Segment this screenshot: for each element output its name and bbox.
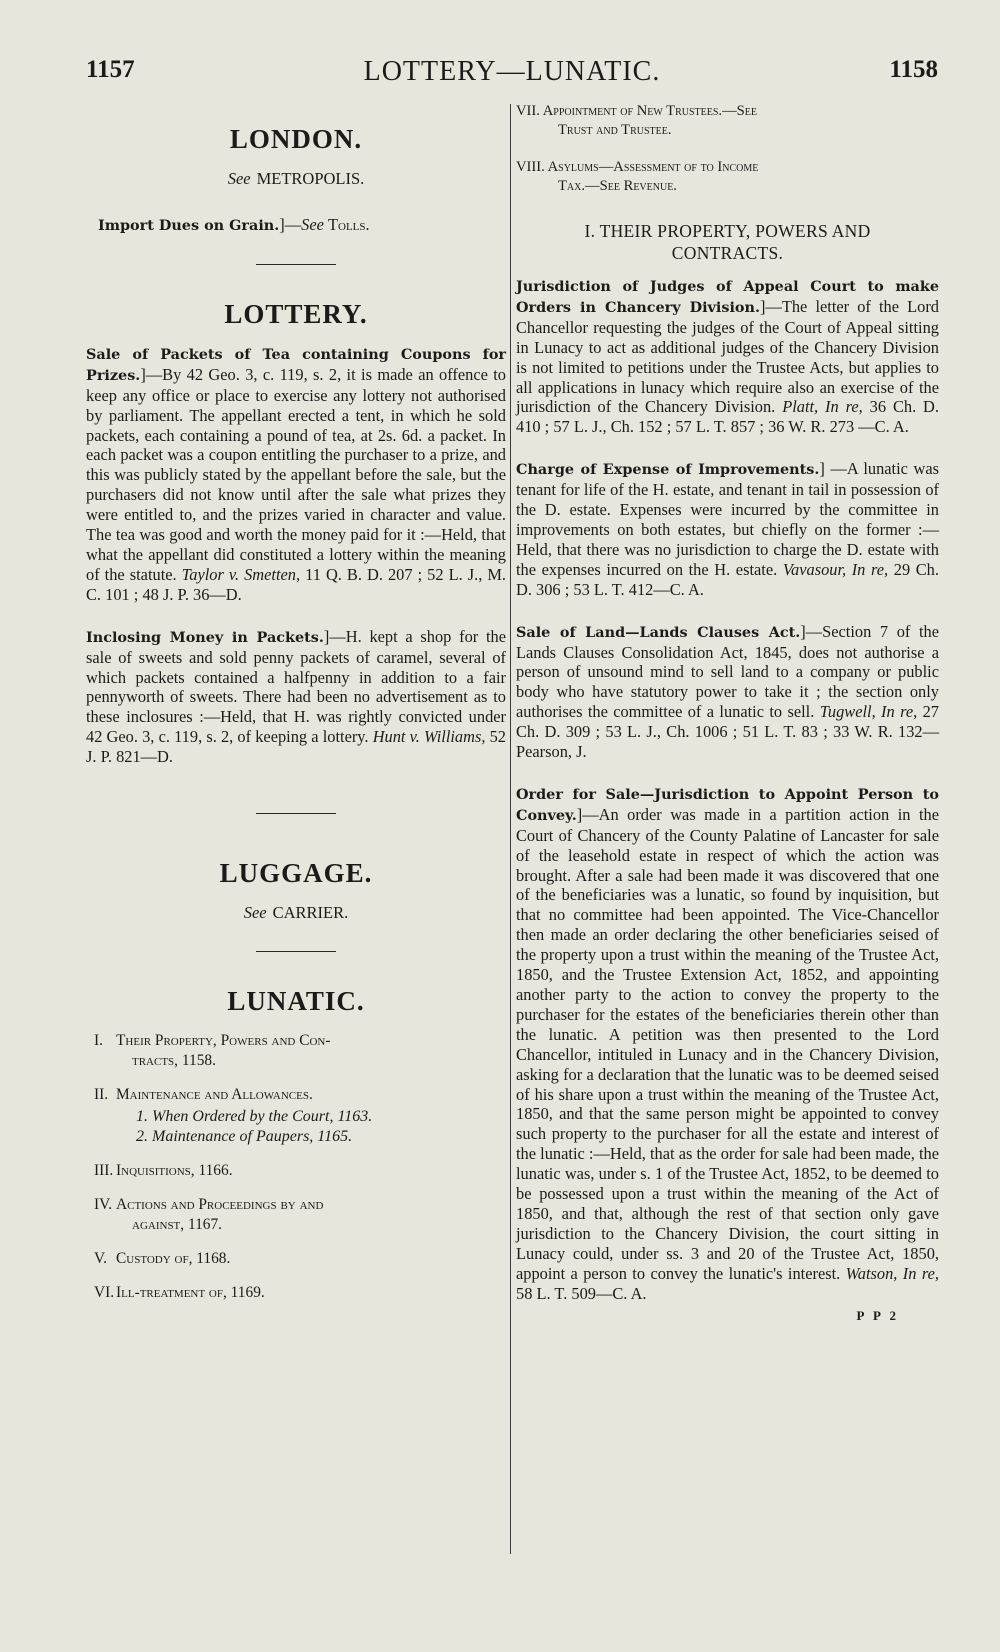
section-title-london: LONDON. [229, 124, 363, 154]
toc-continued-item: VII. Appointment of New Trustees.—See Trust and Trustee. [516, 103, 758, 138]
page-number-right: 1158 [889, 56, 938, 83]
lunatic-entry-2: Charge of Expense of Improvements.] —A lunatic was tenant for life of the H. estate, and tenant in tail in possession of the D. estate. Expenses were incurred by the committee in improvements on both estates, but chiefly on the former :—Held, that there was no jurisdiction to charge the D. estate with the expenses incurred on the H. estate. Vavasour, In re, 29 Ch. D. 306 ; 53 L. T. 412—C. A. [516, 459, 939, 599]
left-column [86, 100, 506, 1317]
lunatic-entry-3: Sale of Land—Lands Clauses Act.]—Section 7 of the Lands Clauses Consolidation Act, 1845, does not authorise a person of unsound mind to sell land to a company or public body who have statutory power to take it ; the section only authorises the committee of a lunatic to sell. Tugwell, In re, 27 Ch. D. 309 ; 53 L. J., Ch. 1006 ; 51 L. T. 83 ; 33 W. R. 132—Pearson, J. [516, 621, 940, 762]
toc-continued-item: VIII. Asylums—Assessment of to Income Tax.—See Revenue. [516, 159, 759, 194]
see-reference-luggage: See CARRIER. [243, 903, 349, 923]
toc-item: II. Maintenance and Allowances. [94, 1086, 313, 1104]
toc-item: IV. Actions and Proceedings by and against, 1167. [94, 1196, 324, 1234]
section-title-luggage: LUGGAGE. [219, 858, 373, 889]
import-dues-entry: Import Dues on Grain.]—See Tolls. [98, 215, 370, 234]
toc-item: III. Inquisitions, 1166. [94, 1162, 233, 1180]
toc-item: VI. Ill-treatment of, 1169. [94, 1284, 265, 1302]
toc-item: I. Their Property, Powers and Con- tracts, 1158. [94, 1032, 331, 1070]
section-separator [256, 813, 336, 814]
signature-mark: P P 2 [856, 1307, 899, 1323]
section-separator [256, 264, 336, 265]
lottery-entry-2: Inclosing Money in Packets.]—H. kept a shop for the sale of sweets and sold penny packets of caramel, several of which packets contained a halfpenny in addition to a fair pennyworth of sweets. There had been no advertisement as to these inclosures :—Held, that H. was rightly convicted under 42 Geo. 3, c. 119, s. 2, of keeping a lottery. Hunt v. Williams, 52 J. P. 821—D. [86, 626, 506, 767]
running-title: LOTTERY—LUNATIC. [363, 56, 661, 87]
lottery-entry-1: Sale of Packets of Tea containing Coupons for Prizes.]—By 42 Geo. 3, c. 119, s. 2, it is made an offence to keep any office or place to exercise any lottery not authorised by parliament. The appellant erected a tent, in which he sold packets, each containing a pound of tea, at 2s. 6d. a packet. In each packet was a coupon entitling the purchaser to a prize, and this was publicly stated by the appellant before the sale, but the purchasers did not know until after the sale what prizes they were entitled to, and the prizes varied in character and value. The tea was good and worth the money paid for it :—Held, that what the appellant did constituted a lottery within the meaning of the statute. Taylor v. Smetten, 11 Q. B. D. 207 ; 52 L. J., M. C. 101 ; 48 J. P. 36—D. [86, 345, 506, 604]
lunatic-entry-4: Order for Sale—Jurisdiction to Appoint Person to Convey.]—An order was made in a partition action in the Court of Chancery of the County Palatine of Lancaster for sale of the leasehold estate in respect of which the action was brought. After a sale had been made it was discovered that one of the beneficiaries was a lunatic, so found by inquisition, but that no committee had been appointed. The Vice-Chancellor then made an order declaring the other beneficiaries seised of the property upon a trust within the meaning of the Trustee Act, 1850, and the Trustee Extension Act, 1852, and appointing another party to the action to convey the property to the purchaser for the estates of the beneficiaries therein other than the lunatic. A petition was then presented to the Lord Chancellor, intituled in Lunacy and in the Chancery Division, asking for a declaration that the lunatic was to be deemed seised of his share upon a trust within the meaning of the Trustee Act, 1850, and that the same person might be appointed to convey such property to the purchaser for all the estate and interest of the lunatic :—Held, that as the order for sale had been made, the lunatic was, under s. 1 of the Trustee Act, 1852, to be deemed to be possessed upon a trust within the meaning of the Act of 1850, and that, although the rest of that section only gave jurisdiction to the Chancery Division, the court sitting in Lunacy could, under ss. 3 and 20 of the Trustee Act, 1850, appoint a person to convey the lunatic's interest. Watson, In re, 58 L. T. 509—C. A. [516, 785, 939, 1303]
page-number-left: 1157 [86, 56, 135, 83]
toc-item: V. Custody of, 1168. [94, 1250, 231, 1268]
toc-subitem: 2. Maintenance of Paupers, 1165. [136, 1128, 353, 1146]
see-reference-london: See METROPOLIS. [227, 169, 365, 188]
lunatic-table-of-contents [86, 1031, 506, 1303]
lunatic-entry-1: Jurisdiction of Judges of Appeal Court to make Orders in Chancery Division.]—The letter of the Lord Chancellor requesting the judges of the Court of Appeal sitting in Lunacy to act as additional judges of the Chancery Division is not limited to petitions under the Trustee Acts, but applies to all applications in lunacy which require also an exercise of the jurisdiction of the Chancery Division. Platt, In re, 36 Ch. D. 410 ; 57 L. J., Ch. 152 ; 57 L. T. 857 ; 36 W. R. 273 —C. A. [516, 278, 939, 437]
section-title-lottery: LOTTERY. [224, 298, 368, 329]
page-header [86, 56, 938, 96]
toc-subitem: 1. When Ordered by the Court, 1163. [136, 1108, 373, 1126]
section-separator [256, 951, 336, 952]
right-column [516, 100, 939, 1324]
section-title-lunatic: LUNATIC. [227, 986, 365, 1017]
subsection-title: I. THEIR PROPERTY, POWERS AND CONTRACTS. [584, 221, 871, 263]
column-divider [510, 104, 511, 1554]
